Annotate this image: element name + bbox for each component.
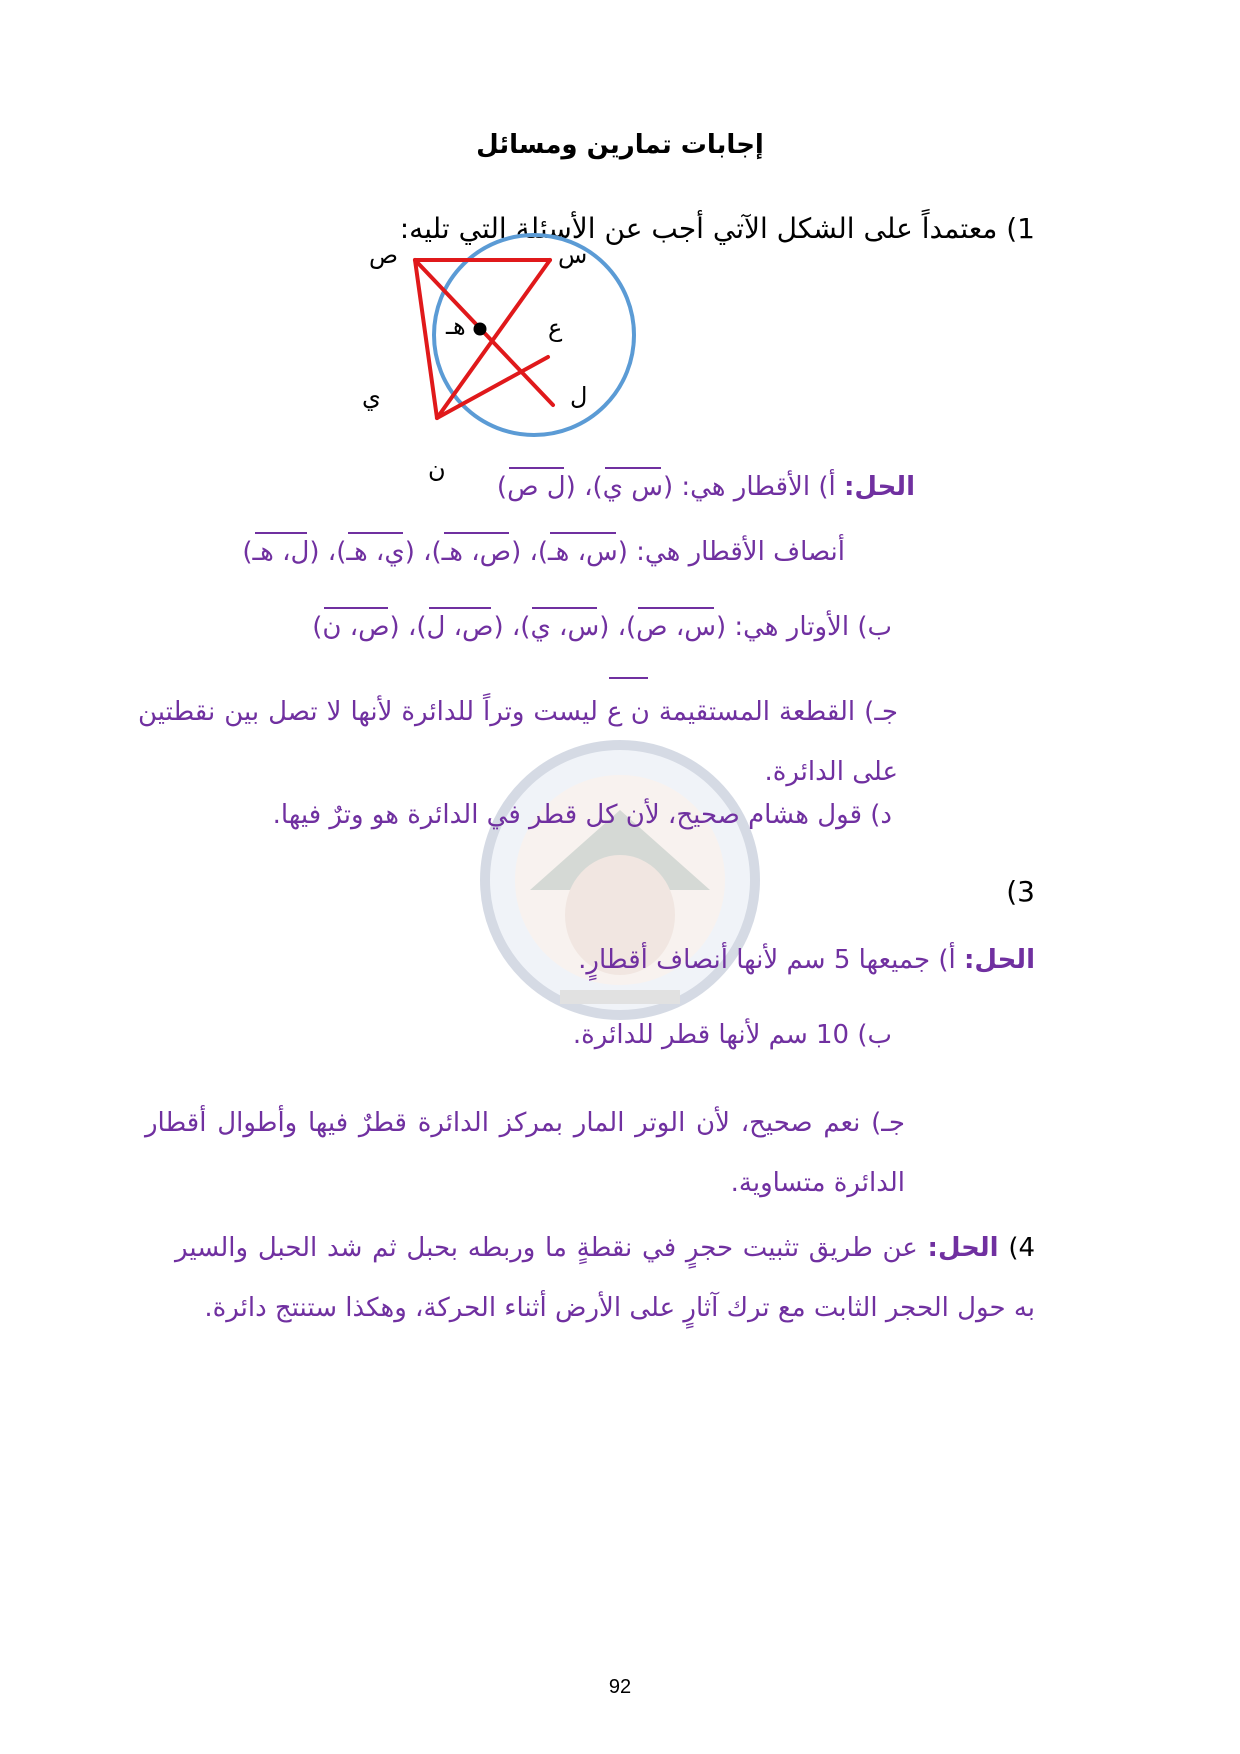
label-nun: ن (428, 455, 446, 483)
radius-1: س، هـ (548, 537, 618, 567)
answer-1a-prefix: أ) الأقطار هي: ( (662, 472, 836, 502)
label-sin: س (558, 241, 588, 269)
answer-1c-post: ليست وتراً للدائرة لأنها لا تصل بين نقطتين على الدائرة. (138, 697, 898, 787)
closing-paren: ) (312, 612, 323, 642)
answer-3a-text: أ) جميعها 5 سم لأنها أنصاف أقطارٍ. (578, 945, 956, 975)
segment-label: ن ع (607, 682, 650, 742)
answer-1a-radii (242, 537, 845, 567)
radii-prefix: أنصاف الأقطار هي: ( (617, 537, 845, 567)
diameter-2: ل ص (507, 472, 566, 502)
solution-label: الحل: (927, 1233, 999, 1263)
separator: )، ( (389, 612, 427, 642)
answer-1c (138, 682, 898, 802)
answer-1c-pre: جـ) القطعة المستقيمة (649, 697, 899, 727)
answer-3c: جـ) نعم صحيح، لأن الوتر المار بمركز الدائرة قطرٌ فيها وأطوال أقطار الدائرة متساوية. (145, 1108, 905, 1198)
chord-4: ص، ن (322, 612, 390, 642)
closing-paren: ) (242, 537, 253, 567)
label-lam: ل (570, 382, 588, 410)
separator: )، ( (493, 612, 531, 642)
answer-1b (312, 612, 892, 642)
answer-1d: د) قول هشام صحيح، لأن كل قطر في الدائرة هو وترٌ فيها. (272, 800, 892, 830)
label-ha: هـ (446, 312, 466, 340)
closing-paren: ) (496, 472, 508, 502)
radius-3: ي، هـ (346, 537, 405, 567)
question-1-number: 1) (1006, 212, 1035, 245)
chords-prefix: ب) الأوتار هي: ( (715, 612, 892, 642)
chord-1: س، ص (636, 612, 716, 642)
separator: )، ( (599, 612, 637, 642)
chord-3: ص، ل (426, 612, 494, 642)
page-number: 92 (608, 1676, 632, 1698)
separator: )، ( (511, 537, 549, 567)
label-sad: ص (369, 241, 399, 269)
answer-1a (497, 472, 915, 502)
segment-nun-ayn (437, 357, 548, 418)
answer-3b: ب) 10 سم لأنها قطر للدائرة. (572, 1020, 892, 1050)
separator: )، ( (309, 537, 347, 567)
diameter-1: س ي (602, 472, 663, 502)
radius-2: ص، هـ (441, 537, 512, 567)
center-point (474, 323, 487, 336)
question-3-number: 3) (1006, 875, 1035, 908)
label-ayn: ع (548, 314, 563, 342)
label-ya: ي (362, 383, 381, 411)
solution-label: الحل: (963, 945, 1035, 975)
radius-4: ل، هـ (252, 537, 310, 567)
answer-3a (578, 945, 1035, 975)
separator: )، ( (565, 472, 603, 502)
chord-2: س، ي (530, 612, 600, 642)
answer-4-text: عن طريق تثبيت حجرٍ في نقطةٍ ما وربطه بحبل ثم شد الحبل والسير به حول الحجر الثابت مع ترك آثارٍ على الأرض أثناء الحركة، وهكذا ستنتج دائرة. (175, 1233, 1035, 1323)
separator: )، ( (404, 537, 442, 567)
question-4-number: 4) (1008, 1233, 1036, 1263)
page-title: إجابات تمارين ومسائل (476, 130, 764, 160)
question-1-text: معتمداً على الشكل الآتي أجب عن الأسئلة التي تليه: (399, 212, 998, 245)
answer-4 (175, 1218, 1035, 1338)
solution-label: الحل: (843, 472, 915, 502)
